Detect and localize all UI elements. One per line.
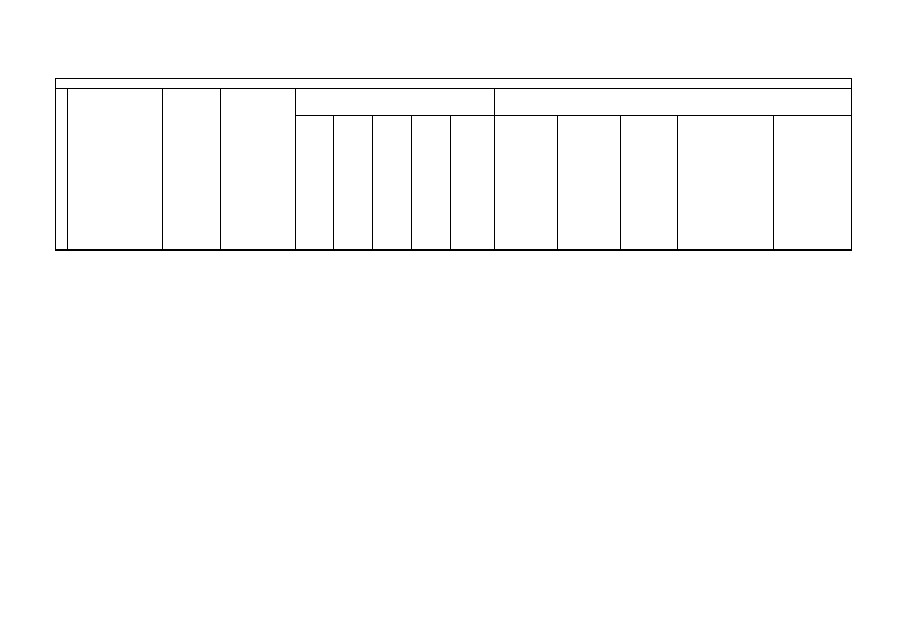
unit-6 (334, 250, 373, 251)
unit-14 (774, 250, 852, 251)
unit-5 (296, 250, 334, 251)
unit-empty-2 (68, 250, 163, 251)
unit-13 (678, 250, 774, 251)
header-total (451, 116, 495, 250)
header-row-1 (56, 89, 852, 116)
header-houses-group (296, 89, 495, 116)
header-residents (221, 89, 296, 250)
unit-8 (412, 250, 451, 251)
table-header (56, 79, 852, 251)
year-title-row (56, 79, 852, 89)
year-title (56, 79, 852, 89)
capital-repair-table (55, 78, 852, 251)
unit-10 (495, 250, 558, 251)
unit-7 (373, 250, 412, 251)
unit-12 (621, 250, 678, 251)
header-q2 (334, 116, 373, 250)
unit-11 (558, 250, 621, 251)
header-q3 (373, 116, 412, 250)
header-cost-group (495, 89, 852, 116)
unit-residents (221, 250, 296, 251)
header-cost-total (774, 116, 852, 250)
units-row (56, 250, 852, 251)
header-name (68, 89, 163, 250)
header-cost-q3 (621, 116, 678, 250)
header-area (163, 89, 221, 250)
header-cost-q2 (558, 116, 621, 250)
header-number (56, 89, 68, 250)
unit-9 (451, 250, 495, 251)
header-q4 (412, 116, 451, 250)
unit-area (163, 250, 221, 251)
header-q1 (296, 116, 334, 250)
header-cost-q4 (678, 116, 774, 250)
unit-empty-1 (56, 250, 68, 251)
header-cost-q1 (495, 116, 558, 250)
